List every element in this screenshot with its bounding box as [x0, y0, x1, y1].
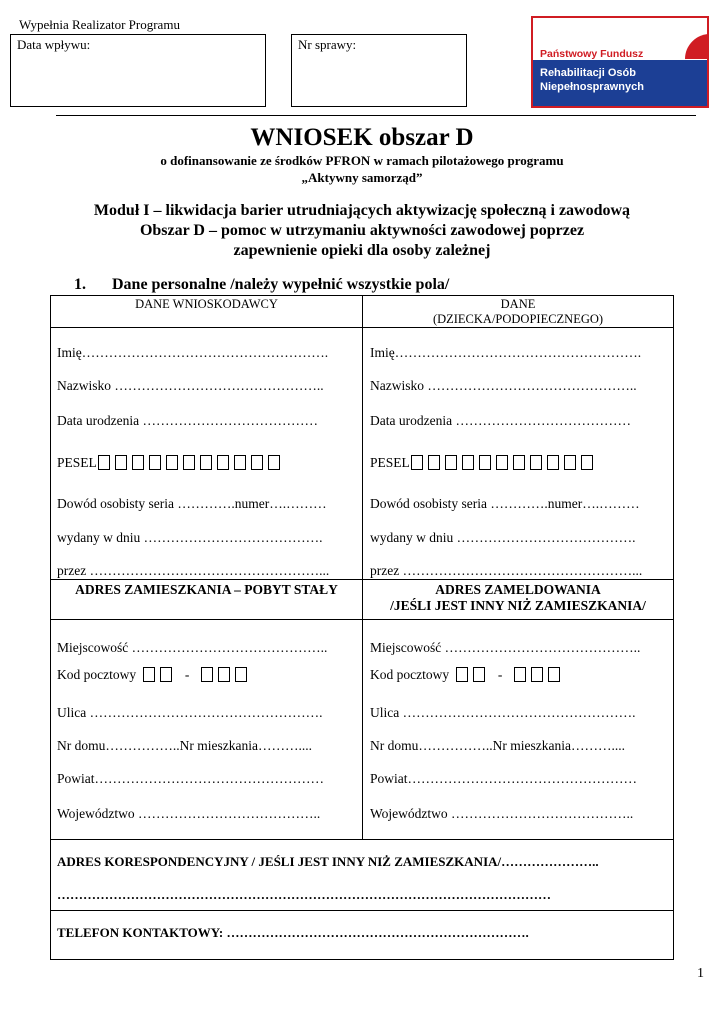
- dependent-birth-date-field[interactable]: Data urodzenia …………………………………: [370, 413, 631, 428]
- applicant-header: DANE WNIOSKODAWCY: [135, 297, 278, 311]
- logo-line-2: Rehabilitacji Osób: [540, 67, 636, 79]
- title-subtitle-2: „Aktywny samorząd”: [301, 170, 423, 185]
- residence-postal-code-field[interactable]: [57, 667, 252, 683]
- registered-city-field[interactable]: Miejscowość ……………………………………..: [370, 640, 641, 655]
- pesel-label: PESEL: [57, 455, 97, 470]
- residence-voivodeship-field[interactable]: Województwo …………………………………..: [57, 806, 321, 821]
- pesel-label: PESEL: [370, 455, 410, 470]
- correspondence-address-field[interactable]: ADRES KORESPONDENCYJNY / JEŚLI JEST INNY NIŻ ZAMIESZKANIA/…………………..: [57, 854, 599, 869]
- dependent-header-1: DANE: [500, 297, 536, 311]
- page-title: WNIOSEK obszar D: [250, 124, 474, 151]
- logo-line-1: Państwowy Fundusz: [540, 48, 644, 60]
- intake-date-label: Data wpływu:: [17, 37, 91, 52]
- registered-postal-code-field[interactable]: [370, 667, 565, 683]
- dependent-id-card-field[interactable]: Dowód osobisty seria ………….numer….………: [370, 496, 640, 511]
- postal-dash: -: [184, 667, 190, 682]
- page-number: 1: [697, 966, 704, 981]
- module-line-1: Moduł I – likwidacja barier utrudniających aktywizację społeczną i zawodową: [93, 202, 631, 219]
- applicant-id-card-field[interactable]: Dowód osobisty seria ………….numer….………: [57, 496, 327, 511]
- case-number-box[interactable]: [291, 34, 467, 107]
- section-1-number: 1.: [74, 276, 86, 293]
- phone-field[interactable]: TELEFON KONTAKTOWY: …………………………………………………………….: [57, 925, 529, 940]
- applicant-issued-by-field[interactable]: przez ……………………………………………...: [57, 563, 330, 578]
- dependent-first-name-field[interactable]: Imię……………………………………………….: [370, 345, 642, 360]
- dependent-pesel-field[interactable]: [370, 455, 598, 471]
- postal-dash: -: [497, 667, 503, 682]
- intake-date-box[interactable]: [10, 34, 266, 107]
- dependent-last-name-field[interactable]: Nazwisko ………………………………………..: [370, 378, 637, 393]
- dependent-header-2: (DZIECKA/PODOPIECZNEGO): [432, 312, 604, 326]
- postal-code-label: Kod pocztowy: [370, 667, 450, 682]
- postal-code-label: Kod pocztowy: [57, 667, 137, 682]
- dependent-issued-by-field[interactable]: przez ……………………………………………...: [370, 563, 643, 578]
- registered-address-header-2: /JEŚLI JEST INNY NIŻ ZAMIESZKANIA/: [390, 598, 646, 613]
- correspondence-address-line[interactable]: ……………………………………………………………………………………………………: [57, 887, 551, 902]
- residence-district-field[interactable]: Powiat……………………………………………: [57, 771, 325, 786]
- logo-line-3: Niepełnosprawnych: [540, 81, 644, 93]
- section-1-title: Dane personalne /należy wypełnić wszystkie pola/: [112, 276, 450, 293]
- applicant-birth-date-field[interactable]: Data urodzenia …………………………………: [57, 413, 318, 428]
- registered-voivodeship-field[interactable]: Województwo …………………………………..: [370, 806, 634, 821]
- residence-house-field[interactable]: Nr domu……………..Nr mieszkania………....: [57, 738, 312, 753]
- registered-address-header-1: ADRES ZAMELDOWANIA: [435, 582, 601, 597]
- module-line-2: Obszar D – pomoc w utrzymaniu aktywności zawodowej poprzez: [139, 222, 585, 239]
- residence-address-header: ADRES ZAMIESZKANIA – POBYT STAŁY: [75, 582, 338, 597]
- residence-street-field[interactable]: Ulica …………………………………………….: [57, 705, 323, 720]
- applicant-issued-on-field[interactable]: wydany w dniu ………………………………….: [57, 530, 323, 545]
- residence-city-field[interactable]: Miejscowość ……………………………………..: [57, 640, 328, 655]
- registered-house-field[interactable]: Nr domu……………..Nr mieszkania………....: [370, 738, 625, 753]
- filled-by-label: Wypełnia Realizator Programu: [19, 17, 180, 32]
- registered-street-field[interactable]: Ulica …………………………………………….: [370, 705, 636, 720]
- applicant-first-name-field[interactable]: Imię……………………………………………….: [57, 345, 329, 360]
- case-number-label: Nr sprawy:: [298, 37, 357, 52]
- applicant-pesel-field[interactable]: [57, 455, 285, 471]
- title-subtitle-1: o dofinansowanie ze środków PFRON w ramach pilotażowego programu: [160, 153, 564, 168]
- registered-district-field[interactable]: Powiat……………………………………………: [370, 771, 638, 786]
- module-line-3: zapewnienie opieki dla osoby zależnej: [233, 242, 491, 259]
- pfron-logo: [531, 16, 709, 108]
- header-divider: [56, 115, 696, 116]
- applicant-last-name-field[interactable]: Nazwisko ………………………………………..: [57, 378, 324, 393]
- dependent-issued-on-field[interactable]: wydany w dniu ………………………………….: [370, 530, 636, 545]
